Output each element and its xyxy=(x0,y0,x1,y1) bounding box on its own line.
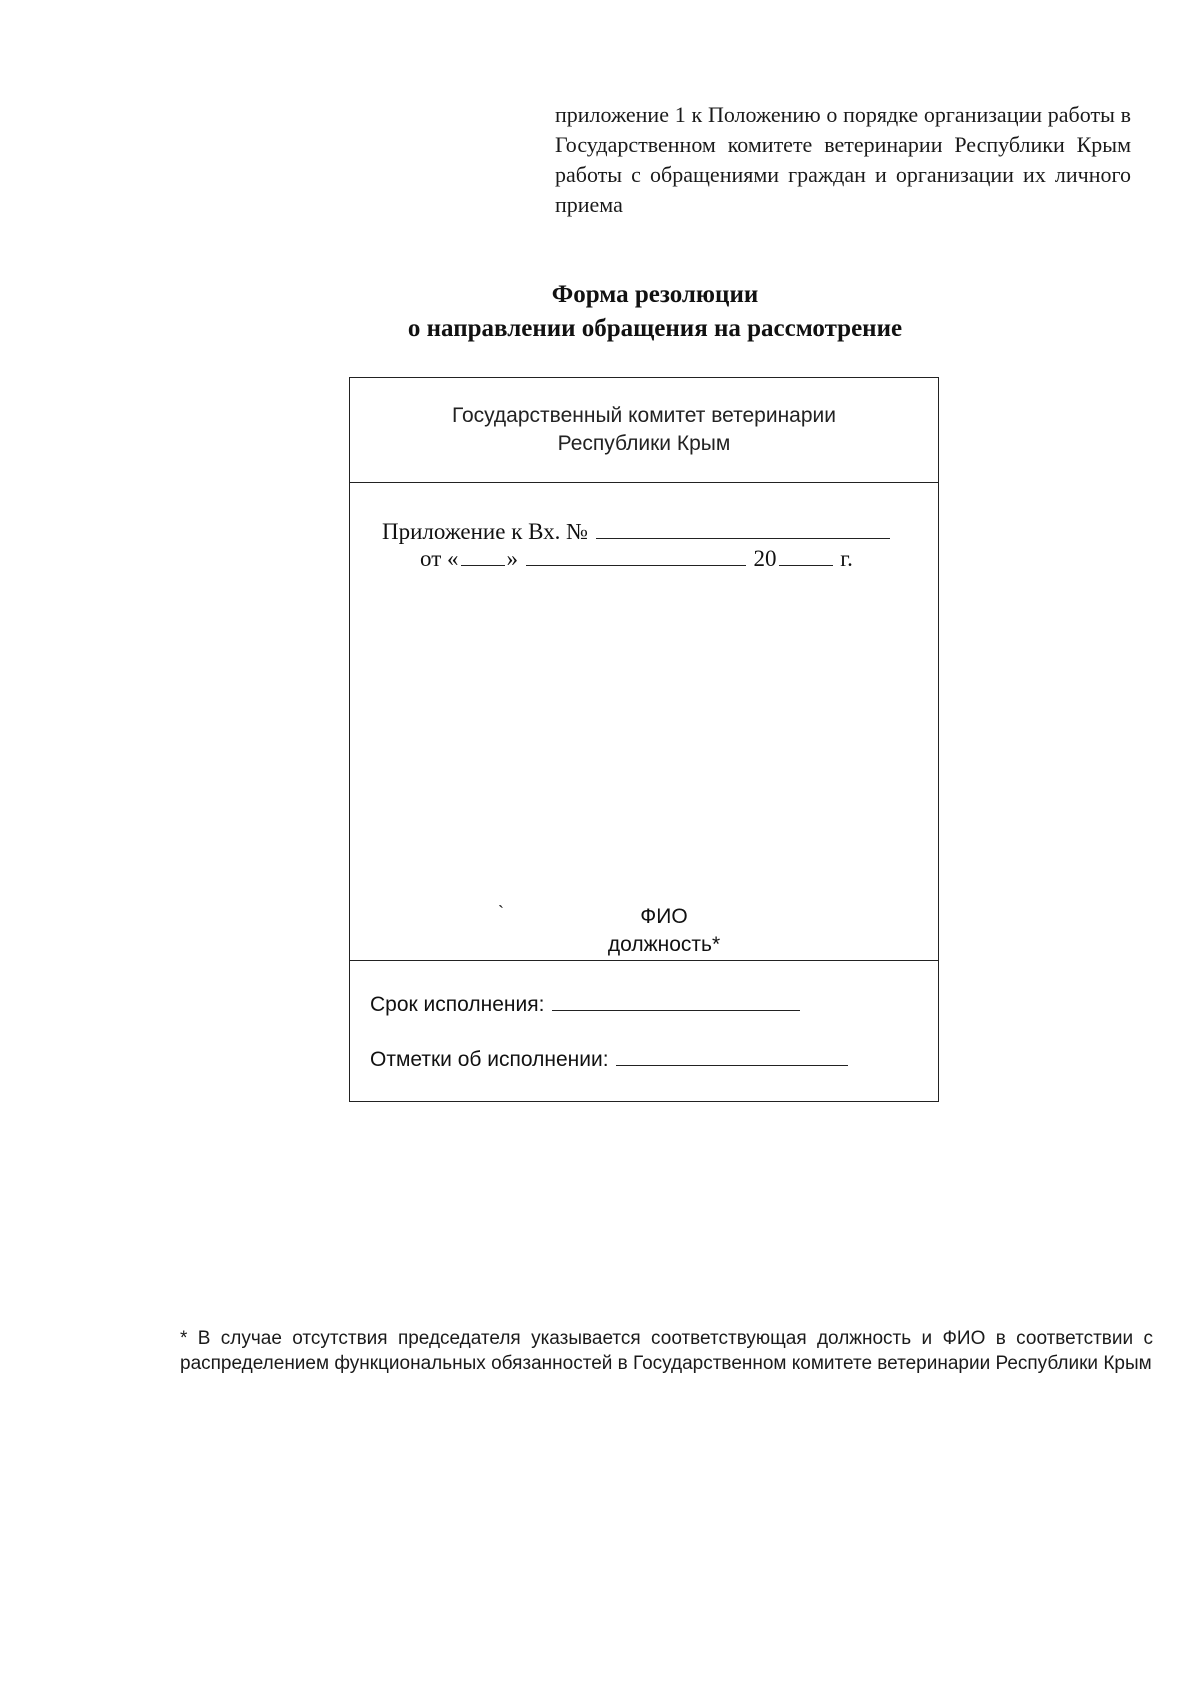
date-quote-close: » xyxy=(506,546,518,571)
date-prefix: от « xyxy=(420,546,459,571)
resolution-form xyxy=(349,377,939,1102)
document-title xyxy=(300,278,1010,346)
attachment-label: Приложение к Вх. № xyxy=(382,519,589,544)
appendix-note: приложение 1 к Положению о порядке организации работы в Государственном комитете ветеринарии Республики Крым работы с обращениями граждан и организации их личного приема xyxy=(555,102,1131,217)
execution-marks-blank[interactable] xyxy=(616,1043,848,1066)
year-suffix: г. xyxy=(840,546,853,571)
position-label: должность* xyxy=(607,933,721,956)
organization-name-line-1: Государственный комитет ветеринарии xyxy=(451,404,836,427)
deadline-row xyxy=(370,988,802,1017)
form-footer xyxy=(350,960,938,1103)
day-blank[interactable] xyxy=(461,543,505,566)
attachment-number-blank[interactable] xyxy=(596,516,890,539)
tick-mark: ` xyxy=(498,902,504,922)
deadline-blank[interactable] xyxy=(552,988,800,1011)
year-blank[interactable] xyxy=(779,543,833,566)
execution-marks-row xyxy=(370,1043,850,1072)
fio-label: ФИО xyxy=(640,905,688,928)
form-header xyxy=(350,378,938,483)
title-line-1: Форма резолюции xyxy=(551,281,759,308)
signature-block xyxy=(350,903,938,959)
execution-marks-label: Отметки об исполнении: xyxy=(370,1048,609,1071)
month-blank[interactable] xyxy=(526,543,746,566)
deadline-label: Срок исполнения: xyxy=(370,993,545,1016)
date-line xyxy=(420,543,853,574)
organization-name-line-2: Республики Крым xyxy=(557,432,731,455)
year-prefix: 20 xyxy=(753,546,777,571)
footnote: * В случае отсутствия председателя указывается соответствующая должность и ФИО в соответствии с распределением функциональных обязанностей в Государственном комитете ветеринарии Республики Крым xyxy=(180,1328,1153,1374)
title-line-2: о направлении обращения на рассмотрение xyxy=(407,315,903,342)
